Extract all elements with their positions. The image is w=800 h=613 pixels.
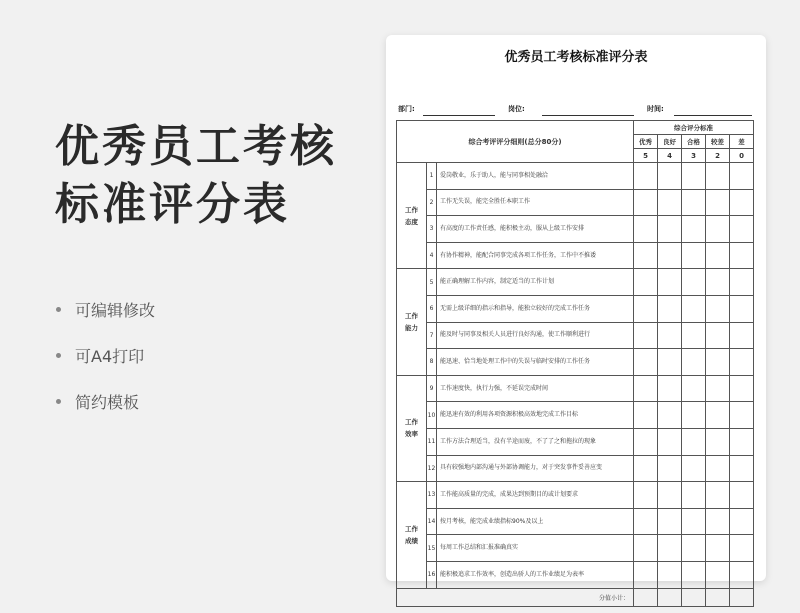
score-cell[interactable] [634,508,658,535]
score-cell[interactable] [658,535,682,562]
score-cell[interactable] [634,269,658,296]
item-number: 8 [427,349,437,376]
score-cell[interactable] [658,295,682,322]
item-number: 5 [427,269,437,296]
rating-label: 优秀 [634,135,658,149]
score-cell[interactable] [658,189,682,216]
item-number: 2 [427,189,437,216]
item-number: 4 [427,242,437,269]
category-label-part: 态度 [405,217,418,226]
score-cell[interactable] [634,349,658,376]
score-cell[interactable] [730,295,754,322]
score-cell[interactable] [706,349,730,376]
bullet-icon [56,399,61,404]
table-row [397,163,754,190]
table-row [397,322,754,349]
score-cell[interactable] [706,216,730,243]
item-number: 12 [427,455,437,482]
score-cell[interactable] [682,561,706,588]
score-cell[interactable] [682,588,706,606]
score-value: 3 [682,149,706,163]
score-cell[interactable] [634,163,658,190]
score-cell[interactable] [730,189,754,216]
category-label [397,482,427,588]
item-description: 工作无失误，能完全胜任本职工作 [437,189,634,216]
score-cell[interactable] [682,295,706,322]
bullet-icon [56,353,61,358]
score-cell[interactable] [730,402,754,429]
score-cell[interactable] [634,189,658,216]
hero-title-line1: 优秀员工考核 [55,121,337,172]
item-description: 能迅速有效的利用各项资源积极高效地完成工作目标 [437,402,634,429]
category-label-part: 工作 [405,312,418,321]
item-description: 每周工作总结和汇报准确真实 [437,535,634,562]
post-field-line [542,115,634,116]
score-cell[interactable] [682,402,706,429]
score-cell[interactable] [706,295,730,322]
score-cell[interactable] [682,216,706,243]
dept-field-line [423,115,495,116]
score-cell[interactable] [682,163,706,190]
item-description: 能积极追求工作效率，创造出骄人的工作业绩足为表率 [437,561,634,588]
score-cell[interactable] [634,482,658,509]
table-row [397,189,754,216]
category-label-part: 能力 [405,324,418,333]
subtotal-row [397,588,754,606]
category-label-part: 工作 [405,418,418,427]
score-cell[interactable] [730,428,754,455]
item-number: 13 [427,482,437,509]
score-cell[interactable] [682,242,706,269]
feature-item: 可A4打印 [56,332,155,378]
table-row [397,349,754,376]
header-row [397,121,754,135]
score-cell[interactable] [706,189,730,216]
dept-label: 部门: [398,105,415,113]
table-row [397,269,754,296]
score-cell[interactable] [682,535,706,562]
rating-label: 差 [730,135,754,149]
score-cell[interactable] [658,216,682,243]
score-cell[interactable] [634,535,658,562]
score-cell[interactable] [658,428,682,455]
score-cell[interactable] [658,588,682,606]
score-cell[interactable] [706,322,730,349]
category-label-part: 工作 [405,524,418,533]
table-row [397,561,754,588]
category-label-part: 工作 [405,205,418,214]
item-description: 无需上级详细的指示和指导，能独立较好的完成工作任务 [437,295,634,322]
table-row [397,295,754,322]
score-cell[interactable] [682,269,706,296]
score-cell[interactable] [634,402,658,429]
score-cell[interactable] [682,508,706,535]
score-cell[interactable] [634,242,658,269]
item-number: 9 [427,375,437,402]
item-description: 按月考核，能完成业绩指标90%及以上 [437,508,634,535]
score-cell[interactable] [706,535,730,562]
score-cell[interactable] [706,375,730,402]
score-cell[interactable] [706,561,730,588]
score-cell[interactable] [658,455,682,482]
table-row [397,375,754,402]
score-cell[interactable] [658,482,682,509]
score-cell[interactable] [706,242,730,269]
category-label [397,163,427,269]
category-label-part: 成绩 [405,536,418,545]
score-cell[interactable] [658,322,682,349]
item-number: 14 [427,508,437,535]
score-cell[interactable] [682,455,706,482]
hero-title [55,118,337,234]
score-cell[interactable] [706,482,730,509]
rating-label: 合格 [682,135,706,149]
score-cell[interactable] [682,428,706,455]
score-cell[interactable] [658,508,682,535]
score-cell[interactable] [706,269,730,296]
item-number: 3 [427,216,437,243]
score-value: 2 [706,149,730,163]
score-cell[interactable] [658,349,682,376]
feature-list [56,286,155,424]
table-row [397,242,754,269]
score-value: 0 [730,149,754,163]
score-cell[interactable] [658,561,682,588]
score-table [396,120,754,607]
item-description: 工作方法合理适当，没有半途而废，不了了之和拖拉的现象 [437,428,634,455]
table-row [397,216,754,243]
criteria-header: 综合考评评分细则(总分80分) [397,121,634,163]
score-table-body [397,163,754,589]
bullet-icon [56,307,61,312]
feature-item: 可编辑修改 [56,286,155,332]
score-cell[interactable] [634,561,658,588]
rating-label: 良好 [658,135,682,149]
table-row [397,428,754,455]
score-cell[interactable] [730,535,754,562]
item-number: 7 [427,322,437,349]
score-cell[interactable] [730,588,754,606]
score-cell[interactable] [730,349,754,376]
score-cell[interactable] [658,269,682,296]
item-description: 能及时与同事及相关人员进行良好沟通，使工作顺利进行 [437,322,634,349]
rating-label: 较差 [706,135,730,149]
document-title: 优秀员工考核标准评分表 [504,50,648,65]
standard-header: 综合评分标准 [634,121,754,135]
time-label: 时间: [647,105,664,113]
score-cell[interactable] [730,455,754,482]
table-row [397,482,754,509]
score-cell[interactable] [682,375,706,402]
item-description: 工作速度快，执行力强，不延误完成时间 [437,375,634,402]
table-row [397,402,754,429]
score-cell[interactable] [634,295,658,322]
score-cell[interactable] [730,508,754,535]
item-number: 1 [427,163,437,190]
feature-item: 简约模板 [56,378,155,424]
item-number: 16 [427,561,437,588]
score-cell[interactable] [706,163,730,190]
document-preview [386,35,766,602]
score-cell[interactable] [730,375,754,402]
score-cell[interactable] [682,349,706,376]
item-description: 能迅速、恰当地处理工作中的失误与临时安排的工作任务 [437,349,634,376]
table-row [397,455,754,482]
score-cell[interactable] [682,322,706,349]
score-cell[interactable] [658,402,682,429]
score-cell[interactable] [730,322,754,349]
item-number: 6 [427,295,437,322]
item-number: 15 [427,535,437,562]
score-value: 5 [634,149,658,163]
score-cell[interactable] [730,269,754,296]
score-cell[interactable] [634,322,658,349]
post-label: 岗位: [508,105,525,113]
score-cell[interactable] [706,402,730,429]
score-cell[interactable] [658,375,682,402]
subtotal-label: 分值小计： [397,588,634,606]
score-cell[interactable] [634,455,658,482]
score-cell[interactable] [706,428,730,455]
item-description: 爱岗敬业，乐于助人，能与同事相处融洽 [437,163,634,190]
time-field-line [674,115,752,116]
item-description: 有高度的工作责任感，能积极主动，服从上级工作安排 [437,216,634,243]
score-cell[interactable] [682,482,706,509]
score-cell[interactable] [730,242,754,269]
item-number: 11 [427,428,437,455]
score-cell[interactable] [658,163,682,190]
score-cell[interactable] [730,561,754,588]
score-value: 4 [658,149,682,163]
score-cell[interactable] [730,216,754,243]
score-cell[interactable] [658,242,682,269]
table-row [397,535,754,562]
item-description: 有协作精神，能配合同事完成各项工作任务，工作中不推诿 [437,242,634,269]
hero-title-line2: 标准评分表 [55,179,290,230]
score-cell[interactable] [634,375,658,402]
score-cell[interactable] [634,216,658,243]
category-label-part: 效率 [405,430,418,439]
category-label [397,269,427,375]
item-description: 具有较强地内部沟通与外部协调能力，对于突发事件妥善应变 [437,455,634,482]
score-cell[interactable] [634,588,658,606]
score-cell[interactable] [706,508,730,535]
score-cell[interactable] [706,588,730,606]
score-cell[interactable] [682,189,706,216]
score-cell[interactable] [730,482,754,509]
score-cell[interactable] [706,455,730,482]
table-row [397,508,754,535]
item-description: 工作能高质量的完成，成果达到预期目的或计划要求 [437,482,634,509]
score-cell[interactable] [634,428,658,455]
item-number: 10 [427,402,437,429]
item-description: 能正确理解工作内容，制定适当的工作计划 [437,269,634,296]
category-label [397,375,427,481]
score-cell[interactable] [730,163,754,190]
